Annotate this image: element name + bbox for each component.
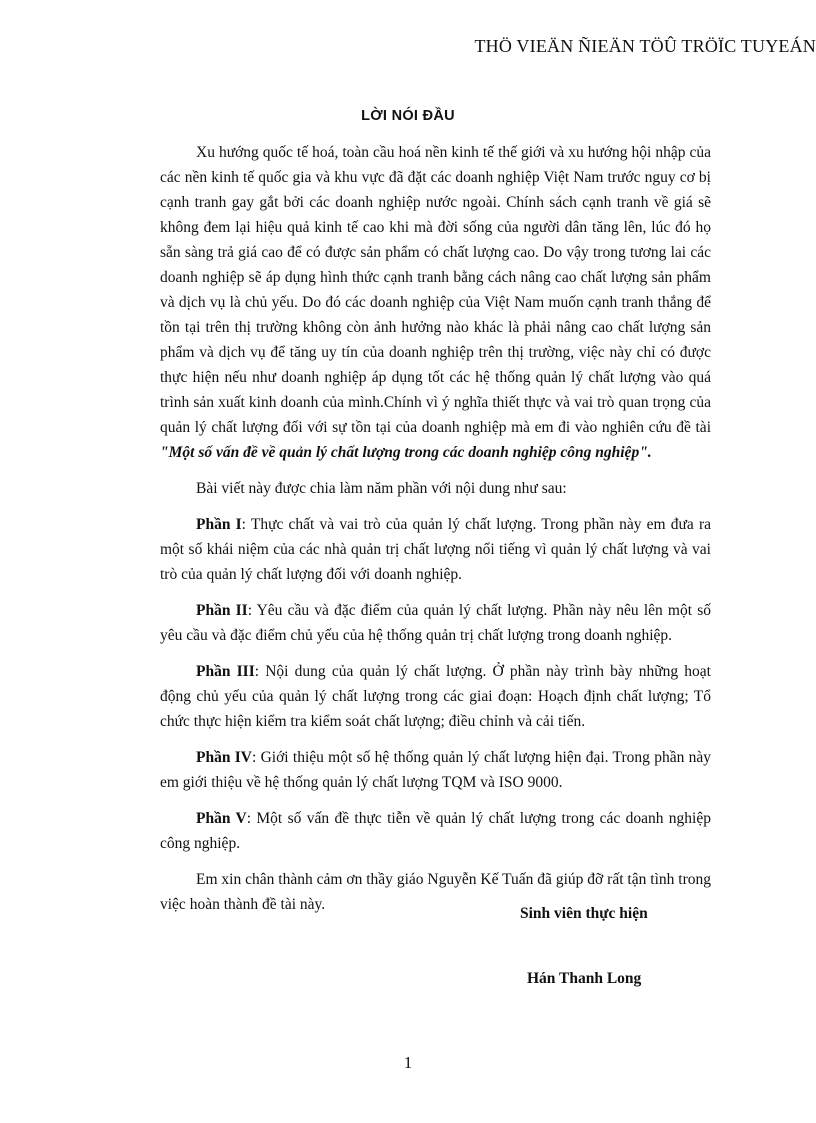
intro-paragraph [160, 140, 711, 465]
part-4-label: Phần IV [196, 749, 252, 766]
document-body [160, 140, 711, 928]
part-2-paragraph [160, 598, 711, 648]
page-number: 1 [403, 1053, 413, 1072]
structure-note: Bài viết này được chia làm năm phần với nội dung như sau: [196, 480, 567, 497]
thanks-paragraph: Em xin chân thành cảm ơn thầy giáo Nguyễn Kế Tuấn đã giúp đỡ rất tận tình trong việc hoàn thành đề tài này. [160, 871, 711, 913]
signature-role: Sinh viên thực hiện [520, 905, 648, 922]
part-1-text: : Thực chất và vai trò của quản lý chất lượng. Trong phần này em đưa ra một số khái niệm của các nhà quản trị chất lượng nổi tiếng vì quản lý chất lượng và vai trò của quản lý chất lượng đối với doanh nghiệp. [160, 516, 711, 583]
part-1-paragraph [160, 512, 711, 587]
part-2-label: Phần II [196, 602, 248, 619]
part-4-text: : Giới thiệu một số hệ thống quản lý chất lượng hiện đại. Trong phần này em giới thiệu về hệ thống quản lý chất lượng TQM và ISO 9000. [160, 749, 711, 791]
thesis-topic: "Một số vấn đề về quản lý chất lượng trong các doanh nghiệp công nghiệp". [160, 444, 652, 461]
intro-text: Xu hướng quốc tế hoá, toàn cầu hoá nền kinh tế thế giới và xu hướng hội nhập của các nền kinh tế quốc gia và khu vực đã đặt các doanh nghiệp Việt Nam trước nguy cơ bị cạnh tranh gay gắt bởi các doanh nghiệp nước ngoài. Chính sách cạnh tranh về giá sẽ không đem lại hiệu quả kinh tế cao khi mà đời sống của người dân tăng lên, lúc đó họ sẵn sàng trả giá cao để có được sản phẩm có chất lượng cao. Do vậy trong tương lai các doanh nghiệp sẽ áp dụng hình thức cạnh tranh bằng cách nâng cao chất lượng sản phẩm và dịch vụ là chủ yếu. Do đó các doanh nghiệp của Việt Nam muốn cạnh tranh thắng để tồn tại trên thị trường không còn ảnh hưởng nào khác là phải nâng cao chất lượng sản phẩm và dịch vụ để tăng uy tín của doanh nghiệp trên thị trường, việc này chỉ có được thực hiện nếu như doanh nghiệp áp dụng tốt các hệ thống quản lý chất lượng vào quá trình sản xuất kinh doanh của mình.Chính vì ý nghĩa thiết thực và vai trò quan trọng của quản lý chất lượng đối với sự tồn tại của doanh nghiệp mà em đi vào nghiên cứu đề tài [160, 144, 711, 436]
library-header: THÖ VIEÄN ÑIEÄN TÖÛ TRÖÏC TUYEÁN [474, 36, 816, 56]
part-5-label: Phần V [196, 810, 247, 827]
part-5-text: : Một số vấn đề thực tiễn về quản lý chất lượng trong các doanh nghiệp công nghiệp. [160, 810, 711, 852]
part-3-label: Phần III [196, 663, 255, 680]
part-2-text: : Yêu cầu và đặc điểm của quản lý chất lượng. Phần này nêu lên một số yêu cầu và đặc điểm chủ yếu của hệ thống quản trị chất lượng trong doanh nghiệp. [160, 602, 711, 644]
signature-name: Hán Thanh Long [527, 970, 642, 987]
page-title: LỜI NÓI ĐẦU [361, 108, 455, 124]
part-5-paragraph [160, 806, 711, 856]
part-3-text: : Nội dung của quản lý chất lượng. Ở phần này trình bày những hoạt động chủ yếu của quản lý chất lượng trong các giai đoạn: Hoạch định chất lượng; Tổ chức thực hiện kiểm tra kiểm soát chất lượng; điều chỉnh và cải tiến. [160, 663, 711, 730]
part-4-paragraph [160, 745, 711, 795]
part-3-paragraph [160, 659, 711, 734]
part-1-label: Phần I [196, 516, 242, 533]
